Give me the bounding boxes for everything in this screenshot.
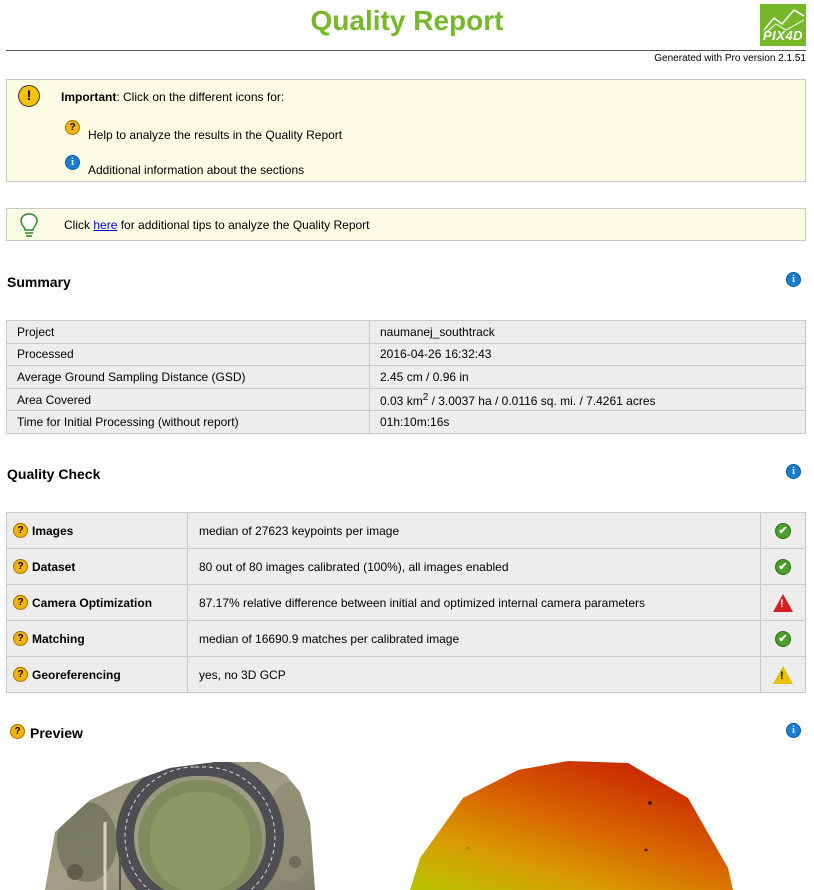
- quality-key: Images: [32, 523, 74, 538]
- help-icon[interactable]: ?: [65, 120, 80, 135]
- quality-value: 87.17% relative difference between initial and optimized internal camera parameters: [188, 585, 761, 621]
- check-ok-icon: ✔: [775, 631, 791, 647]
- important-note-text: [61, 90, 284, 104]
- quality-key: Dataset: [32, 559, 76, 574]
- header-divider: [6, 50, 806, 51]
- area-value-exponent: 2: [422, 391, 429, 403]
- pix4d-logo: [760, 4, 806, 46]
- tips-here-link[interactable]: here: [93, 218, 118, 232]
- quality-value: 80 out of 80 images calibrated (100%), all images enabled: [188, 549, 761, 585]
- quality-check-info-icon[interactable]: i: [786, 464, 801, 479]
- quality-key: Georeferencing: [32, 667, 121, 682]
- table-row: [7, 549, 806, 585]
- quality-key-cell: [7, 549, 188, 585]
- quality-check-heading: Quality Check: [7, 466, 101, 482]
- summary-key: Average Ground Sampling Distance (GSD): [7, 366, 370, 389]
- table-row: [7, 388, 806, 411]
- important-label: Important: [61, 90, 117, 104]
- quality-key: Camera Optimization: [32, 595, 153, 610]
- orthomosaic-preview: [45, 762, 355, 890]
- logo-text: PIX4D: [763, 28, 804, 43]
- help-icon[interactable]: ?: [13, 523, 28, 538]
- table-row: [7, 513, 806, 549]
- orthomosaic-image: [45, 762, 355, 890]
- warning-triangle-icon: [773, 666, 793, 684]
- important-text: : Click on the different icons for:: [116, 90, 285, 104]
- tips-prefix: Click: [64, 218, 94, 232]
- tips-note-box: [6, 208, 806, 241]
- summary-value: naumanej_southtrack: [370, 321, 806, 344]
- table-row: [7, 321, 806, 344]
- help-icon[interactable]: ?: [13, 559, 28, 574]
- status-cell: [761, 657, 806, 693]
- check-ok-icon: ✔: [775, 559, 791, 575]
- error-triangle-icon: [773, 594, 793, 612]
- summary-key: Processed: [7, 343, 370, 366]
- summary-key: Area Covered: [7, 388, 370, 411]
- lightbulb-icon: [20, 213, 38, 237]
- summary-heading: Summary: [7, 274, 71, 290]
- summary-table: [6, 320, 806, 434]
- table-row: [7, 343, 806, 366]
- status-cell: [761, 585, 806, 621]
- quality-key-cell: [7, 585, 188, 621]
- area-value-km: 0.03 km: [380, 393, 423, 408]
- quality-key-cell: [7, 513, 188, 549]
- help-description: Help to analyze the results in the Quality Report: [88, 128, 343, 142]
- important-note-box: [6, 79, 806, 182]
- table-row: [7, 657, 806, 693]
- table-row: [7, 366, 806, 389]
- table-row: [7, 585, 806, 621]
- quality-value: yes, no 3D GCP: [188, 657, 761, 693]
- tips-suffix: for additional tips to analyze the Quality Report: [117, 218, 370, 232]
- check-ok-icon: ✔: [775, 523, 791, 539]
- info-description: Additional information about the sections: [88, 163, 305, 177]
- quality-key: Matching: [32, 631, 85, 646]
- help-icon[interactable]: ?: [13, 595, 28, 610]
- tips-text: [64, 218, 370, 232]
- info-icon[interactable]: i: [65, 155, 80, 170]
- dsm-preview: [408, 758, 738, 890]
- preview-info-icon[interactable]: i: [786, 723, 801, 738]
- status-cell: [761, 621, 806, 657]
- error-mark: !: [780, 597, 784, 610]
- warning-mark: !: [780, 669, 784, 682]
- status-cell: [761, 549, 806, 585]
- summary-value: [370, 388, 806, 411]
- quality-key-cell: [7, 657, 188, 693]
- summary-key: Project: [7, 321, 370, 344]
- preview-help-icon[interactable]: ?: [10, 724, 25, 739]
- summary-value: 01h:10m:16s: [370, 411, 806, 434]
- preview-heading: Preview: [30, 725, 83, 741]
- report-title: Quality Report: [310, 5, 504, 36]
- generated-version: Generated with Pro version 2.1.51: [654, 53, 806, 64]
- summary-value: 2.45 cm / 0.96 in: [370, 366, 806, 389]
- summary-info-icon[interactable]: i: [786, 272, 801, 287]
- quality-key-cell: [7, 621, 188, 657]
- important-exclamation-icon: !: [18, 85, 40, 107]
- status-cell: [761, 513, 806, 549]
- quality-value: median of 27623 keypoints per image: [188, 513, 761, 549]
- help-icon[interactable]: ?: [13, 667, 28, 682]
- table-row: [7, 411, 806, 434]
- dsm-image: [408, 758, 738, 890]
- quality-value: median of 16690.9 matches per calibrated image: [188, 621, 761, 657]
- quality-check-table: [6, 512, 806, 693]
- summary-key: Time for Initial Processing (without report): [7, 411, 370, 434]
- area-value-rest: / 3.0037 ha / 0.0116 sq. mi. / 7.4261 acres: [428, 393, 656, 408]
- help-icon[interactable]: ?: [13, 631, 28, 646]
- table-row: [7, 621, 806, 657]
- summary-value: 2016-04-26 16:32:43: [370, 343, 806, 366]
